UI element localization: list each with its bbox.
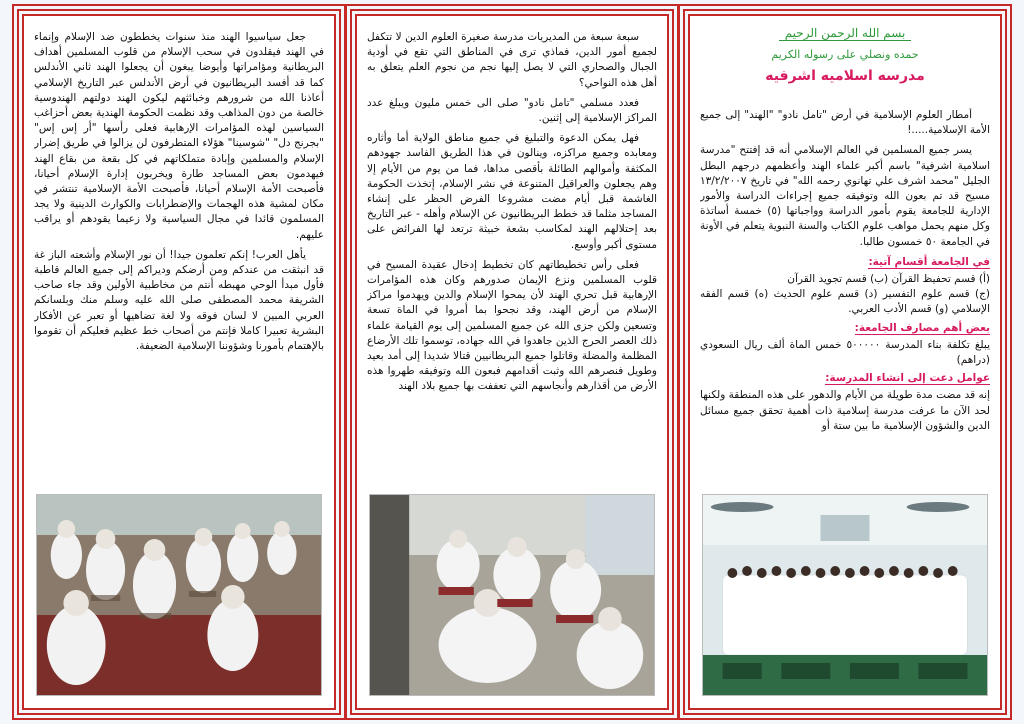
photo-students-studying — [369, 494, 655, 696]
sections-item: (أ) قسم تحفيظ القرآن (ب) قسم تجويد القرآن — [787, 273, 990, 286]
paragraph: فعلى رأس تخطيطاتهم كان تخطيط إدخال عقيدة المسيح في قلوب المسلمين ونزع الإيمان صدورهم وكان هذه المؤامرات الإرهابية قبل تحري الهند لأن يمحوا الإسلام والدين ويهدموا مراكز الإسلام من أرض الهند، وقد نجحوا بما أمروا في الماة تسعة وتسعين ولكن جزى الله عن جميع المسلمين إلى يوم القيامة علماء ذلك العصر الحرج الذين جاهدوا في الله جهاده، توسموا تلك الأرضاع المظلمة والمضلة وقاتلوا جميع البريطانيين قتالا شديدا إلى أمد بعيد وطويل فنصرهم الله وثبت أقدامهم فبعون الله وتوفيقه طهروا هذه الأرض من أقذارهم وأنجاسهم التي تعففت بها جميع بلاد الهند — [367, 258, 657, 393]
panel-left — [22, 14, 336, 710]
photo-group-students — [702, 494, 988, 696]
paragraph: فعدد مسلمي "تامل نادو" صلى الى خمس مليون ويبلغ عدد المراكز الإسلامية إلى إثنين. — [367, 96, 657, 125]
madrasa-title: مدرسه اسلاميه اشرفيه — [765, 68, 925, 84]
photo-students-reading — [36, 494, 322, 696]
sections-list — [700, 272, 990, 318]
reasons-text: إنه قد مضت مدة طويلة من الأيام والدهور على هذه المنطقة ولكنها لحد الآن ما عرفت مدرسة إسلامية ذات أهمية تحقق جميع مسائل الدين والشؤون الإسلامية ما بين ستة أو — [700, 389, 990, 432]
panel-middle-text — [367, 30, 657, 482]
paragraph: يأهل العرب! إنكم تعلمون جيدا! أن نور الإسلام وأشعته الباز غة قد انبثقت من عندكم ومن أرضكم وديراكم إلى جميع العالم قاطبة فأول مبدأ الوحي مهبطه أنتم من مخاطبية الأولين وقد جاء صاحب الشريفة محمد المصطفى صلى الله عليه وسلم منك وبلسانكم العربي المبين لا لسان فوقه ولا لغة تضاهيها أو تعبر عن الأفكار البشرية تعبيرا كاملا فإنتم من أصحاب خط عظيم فعليكم أن تقوموا بالإهتمام بأمورنا وشؤوننا الإسلامية الضعيفة. — [34, 248, 324, 353]
paragraph: جعل سياسيوا الهند منذ سنوات يخططون ضد الإسلام وإنماء في الهند فيقلدون في سحب الإسلام من قلوب المسلمين أهداف البريطانية ومؤامراتها وأيوضا يبغون أن يجعلوا الهند ثاني الأندلس كما قد أفسد البريطانيون في أرض الأندلس عبر التاريخ الإسلامي أعاذنا الله من شرورهم وخبائثهم ليكون الهند دولتهم الهندوسية خالصة من دون المذاهب وقد نظمت الحكومة الهندية بعض أحزاغب السياسين لهذه المؤامرات الإرهابية فعلى رأسها "أر إس إس" "بجرنج دل" "شوسينا" هؤلاء المتطرفون لن يزالوا في طريق إضرار الإسلام والمسلمين وإبادة متملكاتهم في كل بقعة من بقاع الهند فيهدمون بعض المساجد طارة ويخربون إدارة الإسلام أحيانا، فأصبحت الأمة الإسلام أحيانا، فأصبحت الأمة الإسلامية تنتشر في مكان لمشية هذه الهجمات والإضطرابات والكوارث الدينية ولا يجد المسلمون قائدا في مجال السياسية ولا زعيما يقودهم أو يراقب عليهم. — [34, 31, 324, 241]
hamd-line: حمده ونصلي على رسوله الكريم — [771, 48, 919, 61]
panel-middle — [355, 14, 669, 710]
intro-paragraph: أمطار العلوم الإسلامية في أرض "تامل نادو" "الهند" إلى جميع الأمة الإسلامية.....! — [700, 109, 990, 137]
bismillah-calligraphy — [690, 26, 1000, 44]
paragraph: فهل يمكن الدعوة والتبليغ في جميع مناطق الولاية أما وأثاره ومعابده وجميع مراكزه، وينالون في هذا الطريق الفاسد جهودهم المكثفة وأموالهم الطائلة بأقصى مداها، فما من يوم من الأيام إلا وهم يجعلون والعراقيل المتنوعة في نشر الإسلام، إتخذت الحكومة الغاشمة قبل أيام مضت مشروعا الفرض الحظر على إنشاء المساجد مثلما قد خطط البريطانيون عن الإسلام وأهله - عبر التاريخ بعد إحتلالهم الهند لمكاسب بشعة خبيثة ترتعد لها الفرائض على مستوى أكبر وأوسع. — [367, 132, 657, 251]
reasons-heading: عوامل دعت إلى انشاء المدرسة: — [825, 372, 990, 385]
panel-left-text — [34, 30, 324, 482]
panel-right — [688, 14, 1002, 710]
sections-item: (ج) قسم علوم التفسير (د) قسم علوم الحديث (ه) قسم الفقه الإسلامي (و) قسم الأدب العربي. — [700, 288, 990, 316]
body-paragraph: يسر جميع المسلمين في العالم الإسلامي أنه قد إفتتح "مدرسة اسلامية اشرفية" باسم أكبر علماء الهند وأعظمهم درجهم البطل الجليل "محمد اشرف علي تهانوي رحمه الله" في تاريخ ١٣/٢/٢٠٠٧ مسيح قد تم بعون الله وتوفيقه جميع إجراءات الدراسة والأمور الإدارية للجامعة يقوم بأمور الدراسة وواجباتها (٥) خمسة أساتذة وكل منهم يحمل مواهب علوم الكتاب والسنة النبوية يتعلم في الأونة في الجامعة ٥٠ خمسون طالبا. — [700, 144, 990, 248]
expenses-text: يبلغ تكلفة بناء المدرسة ٥٠٠٠٠٠ خمس الماة ألف ريال السعودي (دراهم) — [700, 338, 990, 367]
panel-right-text — [700, 108, 990, 492]
expenses-heading: بعض أهم مصارف الجامعة: — [854, 321, 990, 334]
sections-heading: في الجامعة أقسام آتية: — [868, 255, 990, 268]
bismillah-text: بسم الله الرحمن الرحيم — [779, 26, 912, 41]
paragraph: سبعة سبعة من المديريات مدرسة صغيرة العلوم الدين لا تتكفل لجميع أمور الدين، فماذي ترى في المناطق التي تقع في أودية الجبال والصحاري التي لا يصل إليها نجم من نجوم العلم يتعلق به أهل هذه النواحي؟ — [367, 31, 657, 89]
